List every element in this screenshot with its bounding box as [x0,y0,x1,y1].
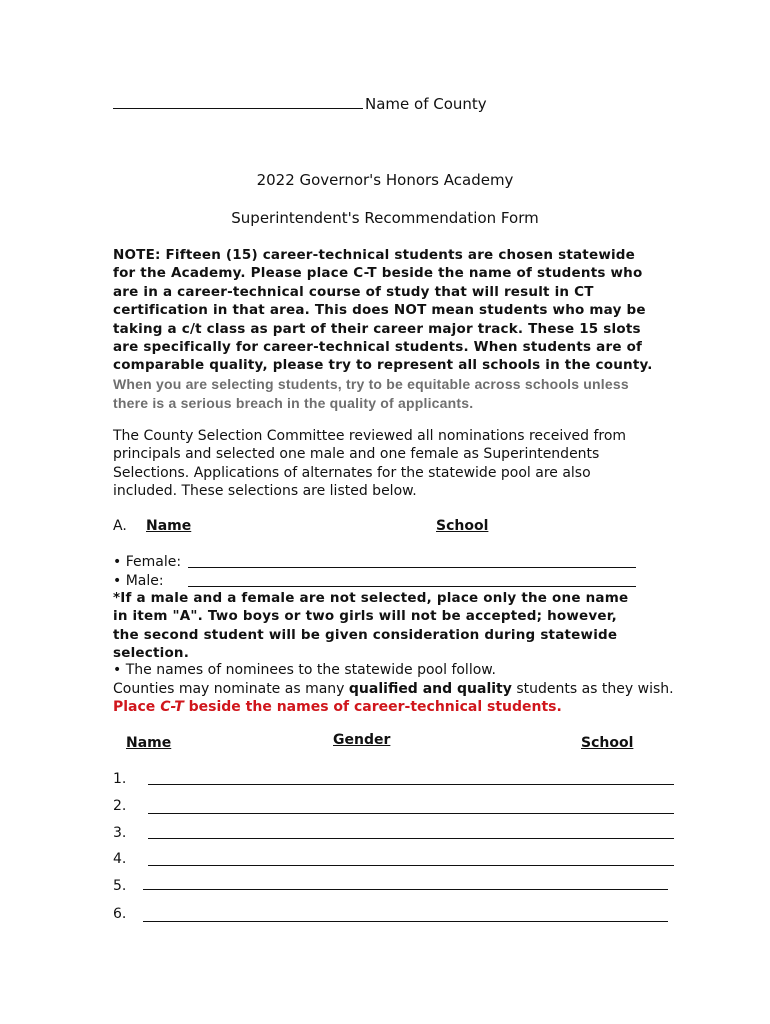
county-blank[interactable] [113,94,363,109]
nominees-name-header: Name [126,735,172,751]
counties-bold: qualified and quality [348,681,512,697]
nominees-school-header: School [581,735,634,751]
nominees-gender-header: Gender [333,732,391,748]
row-number-3: 3. [113,825,127,841]
ct-italic: C-T [160,699,184,715]
ct-suffix: beside the names of career-technical students. [183,699,562,715]
row-number-5: 5. [113,878,127,894]
ct-prefix: Place [113,699,161,715]
nominee-line-6[interactable] [143,921,668,922]
note-gray-text: When you are selecting students, try to be equitable across schools unless there is a serious breach in the quality of applicants. [113,375,629,412]
committee-paragraph: The County Selection Committee reviewed all nominations received from principals and selected one male and one female as Superintendents Selections. Applications of alternates for the statewide pool are also included. These selections are listed below. [113,428,627,499]
note-bold-text: NOTE: Fifteen (15) career-technical students are chosen statewide for the Academy. Please place C-T beside the name of students who are in a career-technical course of study that will result in CT certification in that area. This does NOT mean students who may be taking a c/t class as part of their career major track. These 15 slots are specifically for career-technical students. When students are of comparable quality, please try to represent all schools in the county. [113,247,653,374]
nominee-line-1[interactable] [148,784,674,785]
male-label: • Male: [113,573,164,589]
nominee-line-2[interactable] [148,813,674,814]
ct-instruction [113,698,562,716]
county-label: Name of County [365,95,487,113]
section-a-instruction: *If a male and a female are not selected, place only the one name in item "A". Two boys or two girls will not be accepted; however, the second student will be given consideration during statewide selection. [113,590,629,662]
female-label: • Female: [113,554,182,570]
note-paragraph [113,246,661,414]
counties-line [113,680,674,698]
nominee-line-4[interactable] [148,865,674,866]
form-title: Superintendent's Recommendation Form [231,209,539,227]
nominee-line-5[interactable] [143,889,668,890]
counties-prefix: Counties may nominate as many [113,681,349,697]
section-a-name-header: Name [146,518,192,534]
nominee-line-3[interactable] [148,838,674,839]
counties-suffix: students as they wish. [511,681,674,697]
nominees-intro: • The names of nominees to the statewide pool follow. [113,662,496,678]
county-name-line [113,94,487,113]
section-a-school-header: School [436,518,489,534]
row-number-4: 4. [113,851,127,867]
male-input-line[interactable] [188,586,636,587]
row-number-2: 2. [113,798,127,814]
year-title: 2022 Governor's Honors Academy [256,171,514,189]
section-a-letter: A. [113,518,127,534]
female-input-line[interactable] [188,567,636,568]
row-number-1: 1. [113,771,127,787]
row-number-6: 6. [113,906,127,922]
